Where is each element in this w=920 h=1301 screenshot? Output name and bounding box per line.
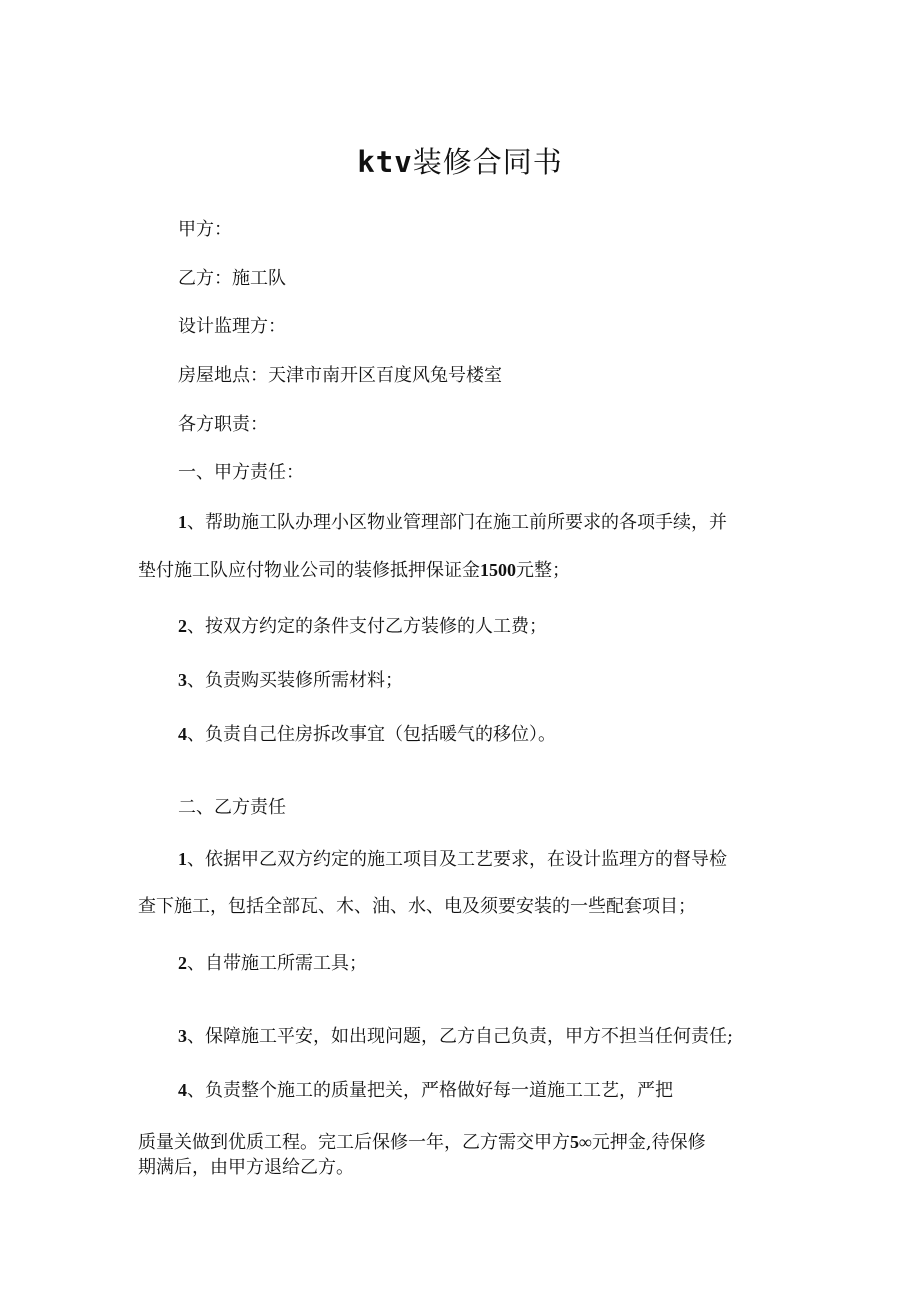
party-b-item-4-cont (138, 1130, 706, 1155)
party-a-item-3 (178, 668, 403, 693)
party-b-item-1-cont: 查下施工，包括全部瓦、木、油、水、电及须要安装的一些配套项目； (138, 896, 696, 917)
party-b-heading: 二、乙方责任 (178, 797, 286, 818)
party-b-item-2 (178, 951, 367, 976)
party-a-item-2 (178, 614, 547, 639)
item-number: 3 (178, 670, 187, 690)
item-number: 1 (178, 512, 187, 532)
document-title (0, 140, 920, 181)
party-a-item-1-cont (138, 558, 570, 583)
item-text: 质量关做到优质工程。完工后保修一年，乙方需交甲方 (138, 1132, 570, 1153)
party-b-item-4-end: 期满后，由甲方退给乙方。 (138, 1157, 354, 1178)
party-b: 乙方：施工队 (178, 268, 286, 289)
item-number: 1 (178, 849, 187, 869)
party-b-item-1 (178, 847, 727, 872)
party-a-item-1 (178, 510, 727, 535)
item-text: 、负责自己住房拆改事宜（包括暖气的移位）。 (187, 724, 556, 745)
party-b-item-3 (178, 1024, 733, 1049)
item-text: 、自带施工所需工具； (187, 953, 367, 974)
item-text: 垫付施工队应付物业公司的装修抵押保证金 (138, 560, 480, 581)
item-text: 、负责整个施工的质量把关，严格做好每一道施工工艺，严把 (187, 1080, 673, 1101)
deposit-amount: 1500 (480, 560, 516, 580)
item-number: 2 (178, 616, 187, 636)
item-text: 、保障施工平安，如出现问题，乙方自己负责，甲方不担当任何责任; (187, 1026, 734, 1047)
title-latin: ktv (357, 145, 413, 179)
item-text: 、负责购买装修所需材料； (187, 670, 403, 691)
deposit-amount: 5∞ (570, 1132, 592, 1152)
party-a: 甲方： (178, 219, 232, 240)
item-text-end: 元整； (516, 560, 570, 581)
property-location: 房屋地点：天津市南开区百度风兔号楼室 (178, 365, 502, 386)
title-chinese: 装修合同书 (412, 145, 563, 179)
party-b-item-4 (178, 1078, 673, 1103)
item-number: 2 (178, 953, 187, 973)
item-number: 4 (178, 1080, 187, 1100)
item-text: 、按双方约定的条件支付乙方装修的人工费； (187, 616, 547, 637)
supervisor: 设计监理方： (178, 316, 286, 337)
item-text: 、帮助施工队办理小区物业管理部门在施工前所要求的各项手续，并 (187, 512, 727, 533)
item-number: 4 (178, 724, 187, 744)
party-a-heading: 一、甲方责任： (178, 462, 304, 483)
party-a-item-4 (178, 722, 556, 747)
responsibilities-heading: 各方职责： (178, 414, 268, 435)
item-number: 3 (178, 1026, 187, 1046)
item-text: 、依据甲乙双方约定的施工项目及工艺要求，在设计监理方的督导检 (187, 849, 727, 870)
item-text-end: 元押金,待保修 (591, 1132, 706, 1153)
